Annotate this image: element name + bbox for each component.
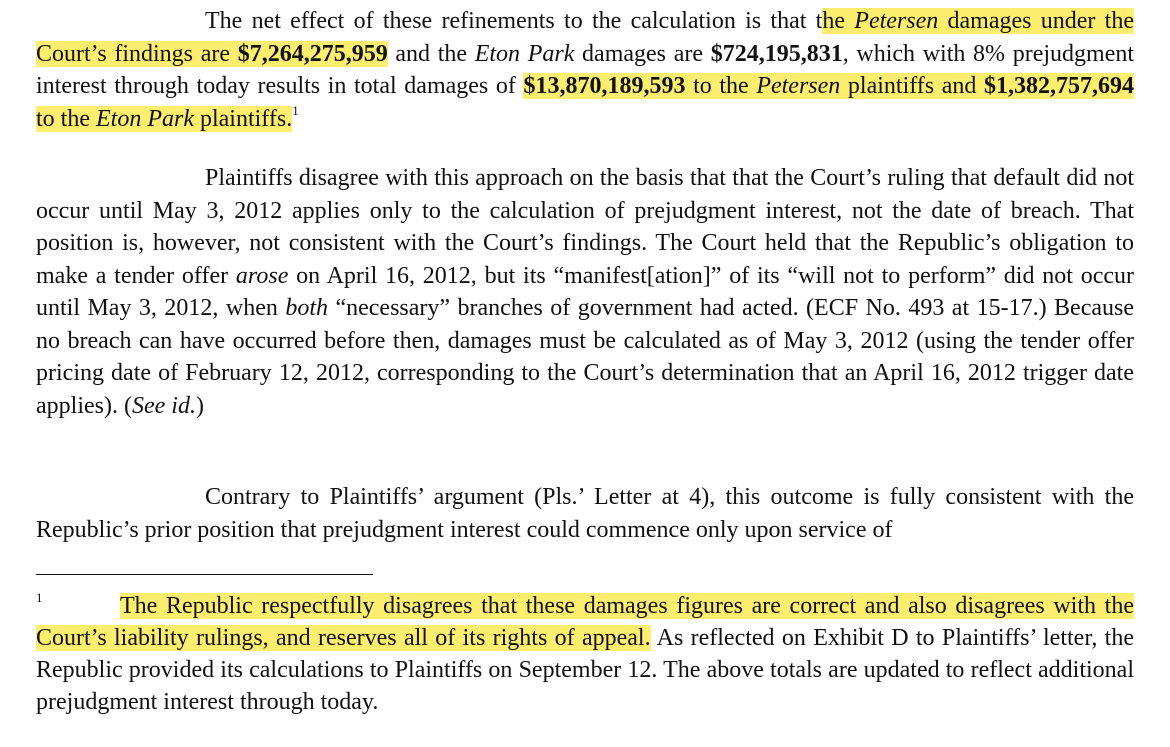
total-amount: $13,870,189,593	[523, 73, 686, 99]
text: damages under the Court’s findings are	[36, 8, 1134, 67]
total-amount: $1,382,757,694	[984, 73, 1135, 99]
highlight: The Republic respectfully disagrees that these damages figures are correct and also disagrees with the Court’s liability rulings, and reserves all of its rights of appeal.	[36, 593, 1134, 651]
text: plaintiffs.	[193, 105, 293, 132]
text: plaintiffs and	[840, 73, 985, 99]
text: As reflected on Exhibit D to Plaintiffs’ letter, the Republic provided its calculations to Plaintiffs on September 12. The above totals are updated to reflect additional prejudgment interest through today.	[36, 625, 1135, 715]
citation-signal: See id.	[131, 392, 196, 419]
text: , which with 8% prejudgment interest through today results in total damages of	[36, 40, 1135, 99]
footnote-separator	[36, 574, 373, 575]
paragraph-disagreement	[36, 162, 1134, 422]
paragraph-net-effect	[36, 5, 1134, 135]
paragraph-contrary	[36, 481, 1134, 546]
text: The net effect of these refinements to the calculation is that t	[205, 8, 823, 34]
footnote: 1 The Republic respectfully disagrees that these damages figures are correct and also disagrees with the Court’s liability rulings, and reserves all of its rights of appeal. As reflected on Exhibit D to Plaintiffs’ letter, the Republic provided its calculations to Plaintiffs on September 12. The above totals are updated to reflect additional prejudgment interest through today.	[36, 590, 1135, 715]
case-name: Petersen	[854, 8, 939, 34]
text: to the	[685, 73, 757, 99]
case-name: Eton Park	[96, 105, 194, 132]
text: damages are	[574, 40, 711, 67]
damages-amount: $724,195,831	[710, 40, 843, 67]
case-name: Eton Park	[474, 40, 575, 67]
text: and the	[387, 40, 475, 67]
text: )	[195, 392, 204, 419]
emphasis: both	[285, 295, 328, 321]
footnote-reference[interactable]: 1	[292, 102, 299, 118]
text: to the	[36, 105, 96, 132]
text: Contrary to Plaintiffs’ argument (Pls.’ Letter at 4), this outcome is fully consistent with the Republic’s prior position that prejudgment interest could commence only upon service of	[36, 484, 1134, 543]
text: “necessary” branches of government had acted. (ECF No. 493 at 15-17.) Because no breach can have occurred before then, damages must be calculated as of May 3, 2012 (using the tender offer pricing date of February 12, 2012, corresponding to the Court’s determination that an April 16, 2012 trigger date applies). (	[36, 295, 1134, 419]
text: he	[822, 8, 855, 34]
case-name: Petersen	[756, 73, 841, 99]
damages-amount: $7,264,275,959	[237, 40, 388, 67]
emphasis: arose	[235, 262, 289, 289]
text: on April 16, 2012, but its “manifest[ation]” of its “will not to perform” did not occur until May 3, 2012, when	[36, 262, 1134, 321]
text: Plaintiffs disagree with this approach on the basis that that the Court’s ruling that default did not occur until May 3, 2012 applies only to the calculation of prejudgment interest, not the date of breach. That position is, however, not consistent with the Court’s findings. The Court held that the Republic’s obligation to make a tender offer	[36, 165, 1134, 289]
